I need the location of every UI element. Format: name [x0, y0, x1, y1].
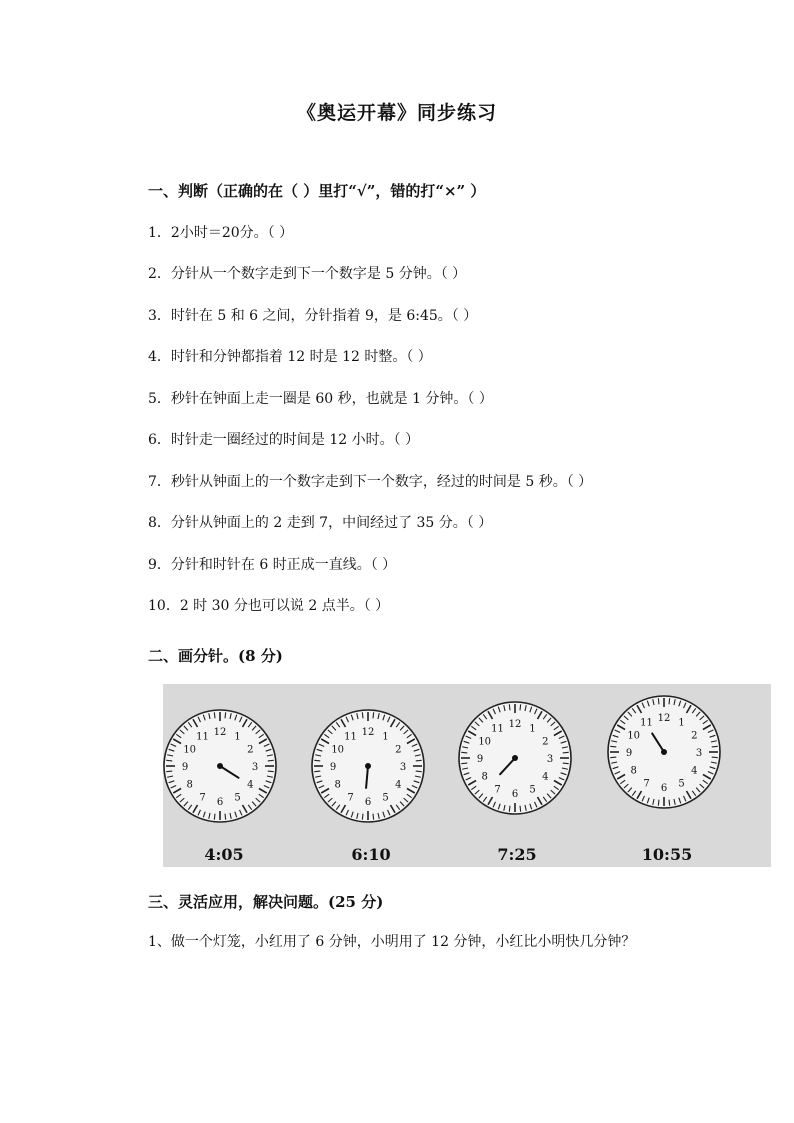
clock-numeral: 7: [643, 778, 650, 790]
clock-numeral: 6: [216, 797, 224, 808]
clock-numeral: 12: [361, 727, 375, 738]
judgment-item-1: 1．2小时＝20分。（ ）: [148, 225, 294, 241]
clock-numeral: 8: [630, 765, 637, 777]
clock-tick: [712, 757, 718, 758]
clock-numeral: 8: [481, 771, 488, 783]
clock-numeral: 10: [331, 744, 345, 756]
judgment-item-10: 10．2 时 30 分也可以说 2 点半。（ ）: [148, 598, 390, 614]
clock-center: [217, 763, 223, 769]
clock-tick: [610, 746, 616, 747]
clock-tick: [669, 698, 670, 704]
clock-tick: [362, 712, 363, 718]
clock-numeral: 3: [251, 762, 259, 773]
clock-center: [512, 755, 518, 761]
clock-tick: [373, 814, 374, 820]
clock-center: [661, 749, 667, 755]
clock-numeral: 2: [395, 744, 402, 756]
clock-numeral: 2: [542, 736, 549, 748]
clock-numeral: 3: [399, 762, 407, 773]
clock-tick: [362, 814, 363, 820]
clock-numeral: 10: [627, 730, 641, 742]
clock-numeral: 12: [508, 719, 522, 730]
clock-tick: [166, 760, 172, 761]
clock-panel: [163, 684, 771, 867]
clock-numeral: 5: [234, 792, 241, 804]
clock-numeral: 9: [329, 762, 337, 773]
clock-tick: [314, 760, 320, 761]
clock-tick: [712, 746, 718, 747]
clock-time-label-1: 4:05: [204, 845, 244, 864]
clock-numeral: 2: [691, 730, 698, 742]
clock-numeral: 4: [691, 765, 698, 777]
judgment-item-4: 4．时针和分钟都指着 12 时是 12 时整。（ ）: [148, 349, 432, 365]
clock-numeral: 10: [183, 744, 197, 756]
clock-numeral: 7: [347, 792, 354, 804]
judgment-item-3: 3．时针在 5 和 6 之间，分针指着 9，是 6:45。（ ）: [148, 308, 478, 324]
clock-numeral: 3: [695, 748, 703, 759]
clock-tick: [225, 814, 226, 820]
clock-tick: [314, 771, 320, 772]
clock-numeral: 4: [395, 779, 402, 791]
judgment-item-8: 8．分针从钟面上的 2 走到 7，中间经过了 35 分。（ ）: [148, 515, 493, 531]
clock-numeral: 8: [186, 779, 193, 791]
clock-center: [365, 763, 371, 769]
clock-numeral: 12: [213, 727, 227, 738]
clock-numeral: 11: [640, 717, 653, 729]
clock-face-2: [312, 710, 424, 822]
clock-tick: [563, 752, 569, 753]
clock-numeral: 9: [476, 754, 484, 765]
page-title: 《奥运开幕》同步练习: [296, 102, 497, 124]
clock-numeral: 5: [678, 778, 685, 790]
clock-numeral: 10: [478, 736, 492, 748]
clock-numeral: 1: [382, 731, 389, 743]
clock-numeral: 11: [344, 731, 357, 743]
clock-tick: [658, 800, 659, 806]
clock-time-label-4: 10:55: [641, 845, 693, 864]
clock-tick: [416, 771, 422, 772]
clock-face-3: [459, 702, 571, 814]
clock-numeral: 1: [529, 723, 536, 735]
clock-tick: [268, 771, 274, 772]
clock-numeral: 9: [625, 748, 633, 759]
clock-tick: [461, 752, 467, 753]
judgment-item-5: 5．秒针在钟面上走一圈是 60 秒，也就是 1 分钟。（ ）: [148, 391, 493, 407]
clock-time-label-2: 6:10: [351, 845, 391, 864]
judgment-item-7: 7．秒针从钟面上的一个数字走到下一个数字，经过的时间是 5 秒。（ ）: [148, 474, 593, 490]
clock-numeral: 5: [529, 784, 536, 796]
clock-tick: [416, 760, 422, 761]
clock-numeral: 11: [196, 731, 209, 743]
clock-numeral: 1: [234, 731, 241, 743]
clock-tick: [225, 712, 226, 718]
judgment-item-2: 2．分针从一个数字走到下一个数字是 5 分钟。（ ）: [148, 266, 467, 282]
clock-tick: [520, 704, 521, 710]
clock-numeral: 6: [660, 783, 668, 794]
judgment-item-9: 9．分针和时针在 6 时正成一直线。（ ）: [148, 557, 397, 573]
clock-numeral: 7: [494, 784, 501, 796]
clock-faces: [163, 684, 771, 867]
clock-numeral: 6: [364, 797, 372, 808]
clock-tick: [214, 814, 215, 820]
clock-numeral: 8: [334, 779, 341, 791]
section-3-heading: 三、灵活应用，解决问题。(25 分): [148, 893, 384, 911]
clock-time-label-3: 7:25: [497, 845, 537, 864]
word-problem-1: 1、做一个灯笼，小红用了 6 分钟，小明用了 12 分钟，小红比小明快几分钟？: [148, 934, 636, 950]
clock-numeral: 4: [542, 771, 549, 783]
clock-tick: [166, 771, 172, 772]
clock-numeral: 9: [181, 762, 189, 773]
clock-numeral: 2: [247, 744, 254, 756]
clock-numeral: 6: [511, 789, 519, 800]
clock-face-4: [608, 696, 720, 808]
clock-tick: [268, 760, 274, 761]
clock-numeral: 11: [491, 723, 504, 735]
clock-numeral: 1: [678, 717, 685, 729]
clock-numeral: 3: [546, 754, 554, 765]
clock-tick: [461, 763, 467, 764]
judgment-item-6: 6．时针走一圈经过的时间是 12 小时。（ ）: [148, 432, 420, 448]
clock-numeral: 5: [382, 792, 389, 804]
clock-numeral: 4: [247, 779, 254, 791]
clock-tick: [658, 698, 659, 704]
clock-tick: [520, 806, 521, 812]
clock-numeral: 12: [657, 713, 671, 724]
section-2-heading: 二、画分针。(8 分): [148, 647, 283, 665]
clock-tick: [563, 763, 569, 764]
clock-tick: [669, 800, 670, 806]
clock-tick: [610, 757, 616, 758]
section-1-heading: 一、判断（正确的在（ ）里打“√”，错的打“×” ）: [148, 182, 486, 200]
clock-numeral: 7: [199, 792, 206, 804]
clock-tick: [373, 712, 374, 718]
clock-tick: [214, 712, 215, 718]
clock-face-1: [164, 710, 276, 822]
clock-tick: [509, 806, 510, 812]
clock-tick: [509, 704, 510, 710]
